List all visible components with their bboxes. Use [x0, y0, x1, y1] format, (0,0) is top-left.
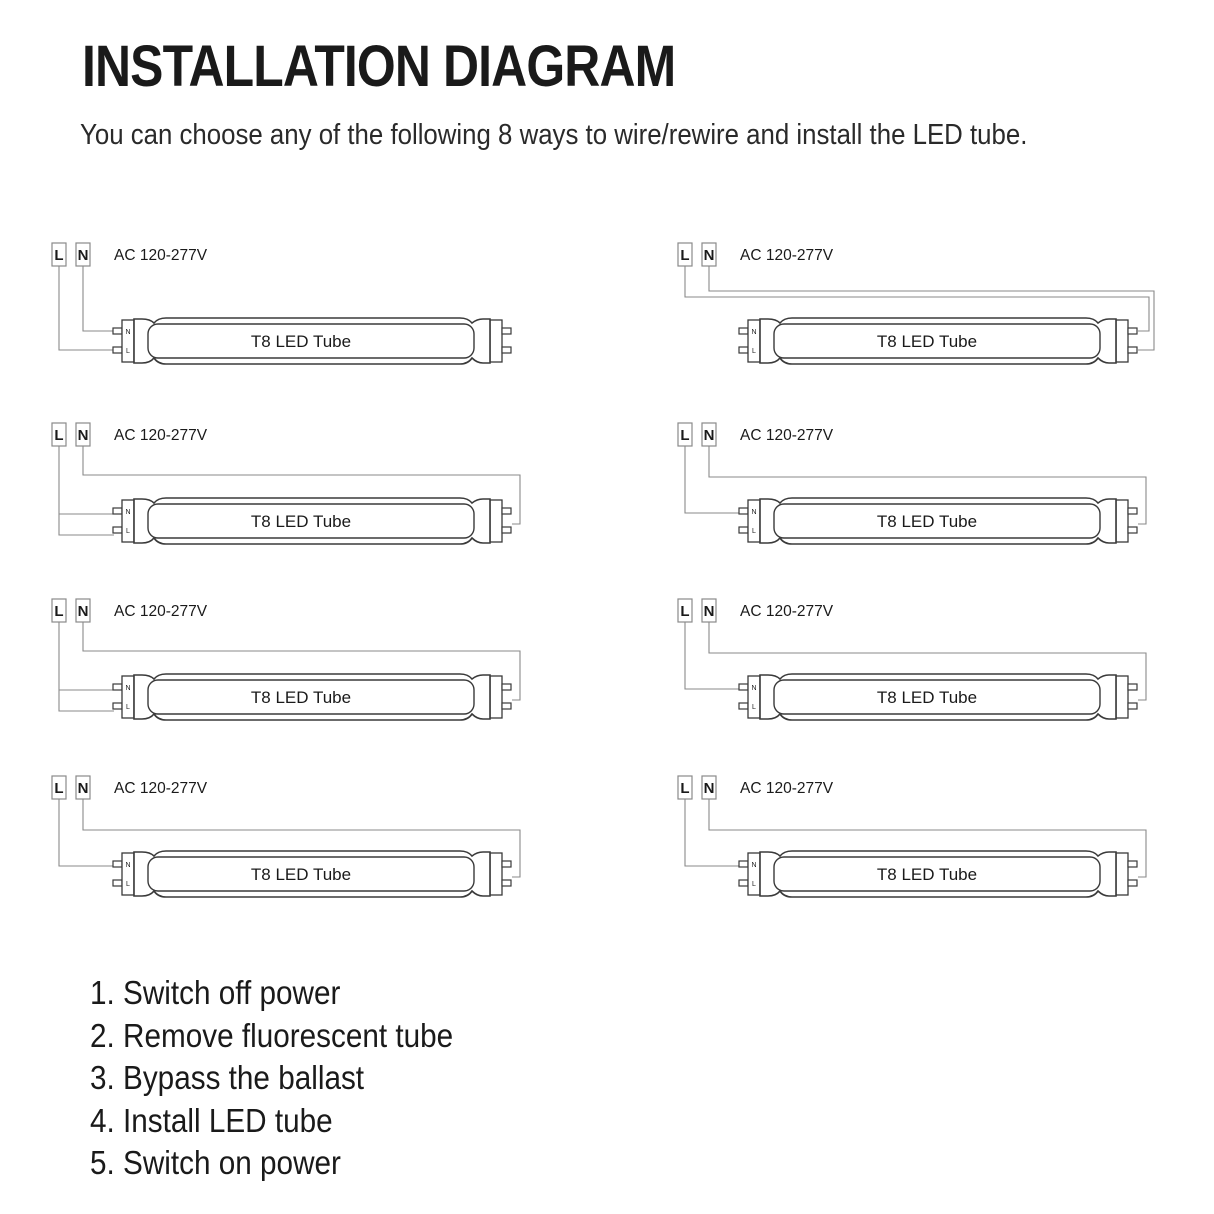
- terminal-block: [52, 243, 90, 266]
- pin-left-bottom: [113, 347, 122, 353]
- pin-l-mark: L: [752, 348, 756, 355]
- line-label: L: [680, 247, 690, 264]
- wiring-diagram-left-3: [50, 596, 670, 746]
- line-label: L: [680, 780, 690, 797]
- step-item: 4. Install LED tube: [90, 1101, 333, 1139]
- pin-n-mark: N: [751, 509, 757, 516]
- pin-l-mark: L: [752, 528, 756, 535]
- pin-right-top: [1128, 861, 1137, 867]
- tube-end-cap-right: [1116, 676, 1128, 718]
- wiring-svg: [676, 596, 1196, 746]
- pin-left-top: [113, 328, 122, 334]
- tube-end-cap-left: [122, 500, 134, 542]
- tube-end-cap-left: [122, 676, 134, 718]
- neutral-label: N: [703, 247, 715, 264]
- pin-right-bottom: [502, 703, 511, 709]
- pin-right-bottom: [502, 880, 511, 886]
- terminal-block: [678, 776, 716, 799]
- pin-right-bottom: [1128, 880, 1137, 886]
- pin-n-mark: N: [125, 685, 131, 692]
- pin-right-bottom: [502, 527, 511, 533]
- pin-left-top: [739, 861, 748, 867]
- pin-right-top: [1128, 508, 1137, 514]
- step-item: 1. Switch off power: [90, 974, 341, 1011]
- step-item: 2. Remove fluorescent tube: [90, 1016, 454, 1054]
- pin-left-bottom: [113, 703, 122, 709]
- tube-end-cap-right: [490, 853, 502, 895]
- pin-left-bottom: [739, 703, 748, 709]
- pin-right-bottom: [1128, 527, 1137, 533]
- neutral-label: N: [703, 603, 715, 620]
- tube-label: T8 LED Tube: [876, 865, 978, 884]
- pin-l-mark: L: [126, 704, 130, 711]
- voltage-label: AC 120-277V: [114, 247, 208, 264]
- wiring-diagram-right-3: [676, 596, 1214, 746]
- voltage-label: AC 120-277V: [740, 427, 834, 444]
- wiring-svg: [50, 240, 570, 390]
- wiring-svg: [676, 240, 1196, 390]
- wiring-svg: [50, 420, 570, 570]
- tube-end-cap-left: [748, 500, 760, 542]
- led-tube: [113, 498, 511, 544]
- pin-right-top: [1128, 684, 1137, 690]
- line-label: L: [54, 603, 64, 620]
- led-tube: [113, 674, 511, 720]
- wiring-svg: [676, 420, 1196, 570]
- wiring-diagram-left-2: [50, 420, 670, 570]
- terminal-block: [678, 423, 716, 446]
- voltage-label: AC 120-277V: [114, 780, 208, 797]
- step-item: 5. Switch on power: [90, 1144, 341, 1181]
- line-wire: [685, 446, 740, 513]
- tube-label: T8 LED Tube: [876, 688, 978, 707]
- terminal-block: [52, 599, 90, 622]
- tube-end-cap-left: [748, 320, 760, 362]
- wiring-svg: [50, 773, 570, 923]
- neutral-label: N: [77, 427, 89, 444]
- wiring-svg: [50, 596, 570, 746]
- installation-steps: [90, 972, 494, 1185]
- pin-left-bottom: [113, 880, 122, 886]
- line-wire: [59, 799, 114, 866]
- neutral-label: N: [703, 780, 715, 797]
- wiring-diagram-right-4: [676, 773, 1214, 923]
- neutral-label: N: [77, 603, 89, 620]
- terminal-block: [678, 599, 716, 622]
- neutral-wire: [83, 266, 114, 331]
- tube-label: T8 LED Tube: [876, 332, 978, 351]
- pin-l-mark: L: [126, 528, 130, 535]
- pin-l-mark: L: [126, 881, 130, 888]
- neutral-label: N: [77, 247, 89, 264]
- wiring-svg: [676, 773, 1196, 923]
- tube-end-cap-left: [122, 853, 134, 895]
- pin-left-top: [113, 684, 122, 690]
- line-label: L: [680, 427, 690, 444]
- voltage-label: AC 120-277V: [114, 603, 208, 620]
- neutral-label: N: [703, 427, 715, 444]
- tube-end-cap-right: [490, 676, 502, 718]
- pin-left-top: [739, 508, 748, 514]
- tube-end-cap-left: [748, 676, 760, 718]
- page-title: INSTALLATION DIAGRAM: [82, 34, 676, 99]
- line-label: L: [54, 247, 64, 264]
- tube-label: T8 LED Tube: [250, 332, 352, 351]
- tube-end-cap-right: [1116, 500, 1128, 542]
- neutral-label: N: [77, 780, 89, 797]
- pin-n-mark: N: [751, 685, 757, 692]
- line-label: L: [680, 603, 690, 620]
- wiring-diagram-left-4: [50, 773, 670, 923]
- wires: [59, 266, 114, 350]
- tube-end-cap-right: [490, 320, 502, 362]
- terminal-block: [52, 776, 90, 799]
- pin-left-top: [113, 508, 122, 514]
- tube-label: T8 LED Tube: [250, 688, 352, 707]
- step-item: 3. Bypass the ballast: [90, 1059, 365, 1096]
- tube-label: T8 LED Tube: [250, 512, 352, 531]
- line-wire: [685, 622, 740, 689]
- tube-label: T8 LED Tube: [250, 865, 352, 884]
- led-tube: [113, 318, 511, 364]
- pin-l-mark: L: [752, 704, 756, 711]
- tube-end-cap-right: [1116, 320, 1128, 362]
- voltage-label: AC 120-277V: [740, 603, 834, 620]
- pin-left-bottom: [739, 880, 748, 886]
- page-subtitle: You can choose any of the following 8 ways to wire/rewire and install the LED tube.: [80, 119, 1028, 151]
- tube-end-cap-left: [748, 853, 760, 895]
- led-tube: [113, 851, 511, 897]
- pin-left-bottom: [739, 527, 748, 533]
- pin-right-top: [502, 328, 511, 334]
- led-tube: [739, 674, 1137, 720]
- pin-left-bottom: [739, 347, 748, 353]
- pin-left-top: [739, 328, 748, 334]
- line-wire: [59, 622, 114, 711]
- pin-n-mark: N: [125, 329, 131, 336]
- pin-right-bottom: [1128, 347, 1137, 353]
- terminal-block: [52, 423, 90, 446]
- led-tube: [739, 318, 1137, 364]
- wiring-diagram-right-1: [676, 240, 1214, 390]
- pin-n-mark: N: [751, 862, 757, 869]
- terminal-block: [678, 243, 716, 266]
- pin-right-top: [502, 684, 511, 690]
- tube-end-cap-right: [490, 500, 502, 542]
- line-wire: [59, 266, 114, 350]
- tube-end-cap-right: [1116, 853, 1128, 895]
- voltage-label: AC 120-277V: [740, 247, 834, 264]
- voltage-label: AC 120-277V: [740, 780, 834, 797]
- line-label: L: [54, 427, 64, 444]
- tube-end-cap-left: [122, 320, 134, 362]
- tube-label: T8 LED Tube: [876, 512, 978, 531]
- pin-left-bottom: [113, 527, 122, 533]
- pin-right-bottom: [502, 347, 511, 353]
- line-label: L: [54, 780, 64, 797]
- pin-right-top: [502, 508, 511, 514]
- led-tube: [739, 851, 1137, 897]
- led-tube: [739, 498, 1137, 544]
- pin-left-top: [739, 684, 748, 690]
- pin-n-mark: N: [751, 329, 757, 336]
- wiring-diagram-left-1: [50, 240, 670, 390]
- pin-right-top: [502, 861, 511, 867]
- pin-right-bottom: [1128, 703, 1137, 709]
- line-wire: [59, 446, 114, 535]
- voltage-label: AC 120-277V: [114, 427, 208, 444]
- pin-right-top: [1128, 328, 1137, 334]
- pin-left-top: [113, 861, 122, 867]
- pin-n-mark: N: [125, 862, 131, 869]
- line-wire: [685, 799, 740, 866]
- pin-l-mark: L: [752, 881, 756, 888]
- pin-n-mark: N: [125, 509, 131, 516]
- pin-l-mark: L: [126, 348, 130, 355]
- wiring-diagram-right-2: [676, 420, 1214, 570]
